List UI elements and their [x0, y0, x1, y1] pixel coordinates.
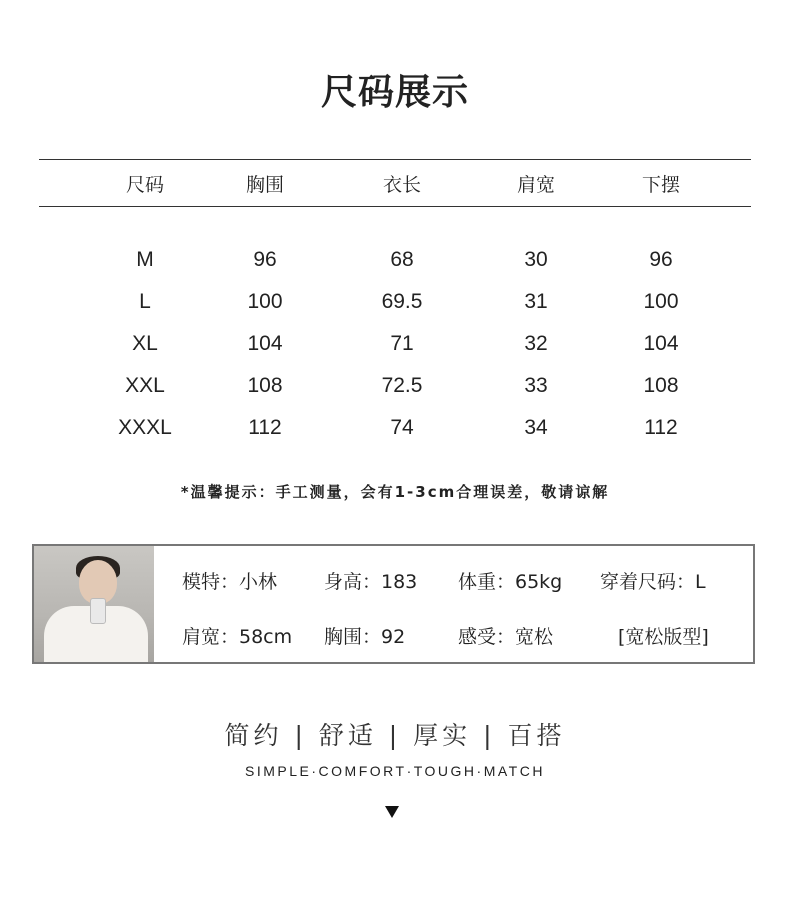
model-name: 模特：小林	[182, 571, 278, 593]
model-feel: 感受：宽松	[458, 626, 554, 648]
table-cell: 108	[247, 374, 283, 397]
table-cell: 74	[390, 416, 414, 439]
table-cell: 112	[644, 416, 678, 439]
header-length: 衣长	[382, 174, 421, 196]
table-cell: XXL	[125, 374, 165, 397]
model-size: 穿着尺码：L	[600, 571, 706, 593]
header-chest: 胸围	[245, 174, 284, 196]
model-shoulder: 肩宽：58cm	[182, 626, 293, 648]
table-cell: 104	[643, 332, 679, 355]
table-cell: 71	[390, 332, 414, 355]
down-triangle-icon	[385, 806, 399, 818]
table-cell: 34	[524, 416, 548, 439]
header-size: 尺码	[125, 174, 164, 196]
model-info-box	[32, 544, 755, 664]
header-hem: 下摆	[641, 174, 680, 196]
model-height: 身高：183	[324, 571, 418, 593]
table-cell: L	[139, 290, 151, 313]
table-cell: 100	[247, 290, 283, 313]
table-cell: M	[136, 248, 154, 271]
table-cell: 33	[524, 374, 548, 397]
table-cell: 96	[649, 248, 673, 271]
table-cell: 104	[247, 332, 283, 355]
model-photo	[34, 546, 154, 662]
measurement-note: *温馨提示：手工测量，会有1-3cm合理误差，敬请谅解	[180, 483, 610, 501]
table-cell: 30	[524, 248, 548, 271]
table-cell: 108	[643, 374, 679, 397]
table-cell: XL	[132, 332, 158, 355]
page-title: 尺码展示	[320, 72, 469, 113]
header-shoulder: 肩宽	[516, 174, 555, 196]
table-cell: 31	[524, 290, 548, 313]
table-header-rule	[39, 206, 751, 207]
table-cell: 69.5	[381, 290, 423, 313]
table-cell: 68	[390, 248, 414, 271]
table-cell: 72.5	[381, 374, 423, 397]
model-fit: [宽松版型]	[618, 626, 709, 648]
slogan-english: SIMPLE·COMFORT·TOUGH·MATCH	[245, 763, 545, 779]
table-cell: 32	[524, 332, 548, 355]
table-cell: 96	[253, 248, 277, 271]
table-cell: 112	[248, 416, 282, 439]
table-cell: 100	[643, 290, 679, 313]
slogan: 简约 | 舒适 | 厚实 | 百搭	[224, 721, 566, 750]
model-chest: 胸围：92	[324, 626, 406, 648]
table-cell: XXXL	[118, 416, 172, 439]
model-weight: 体重：65kg	[458, 571, 563, 593]
table-top-rule	[39, 159, 751, 160]
